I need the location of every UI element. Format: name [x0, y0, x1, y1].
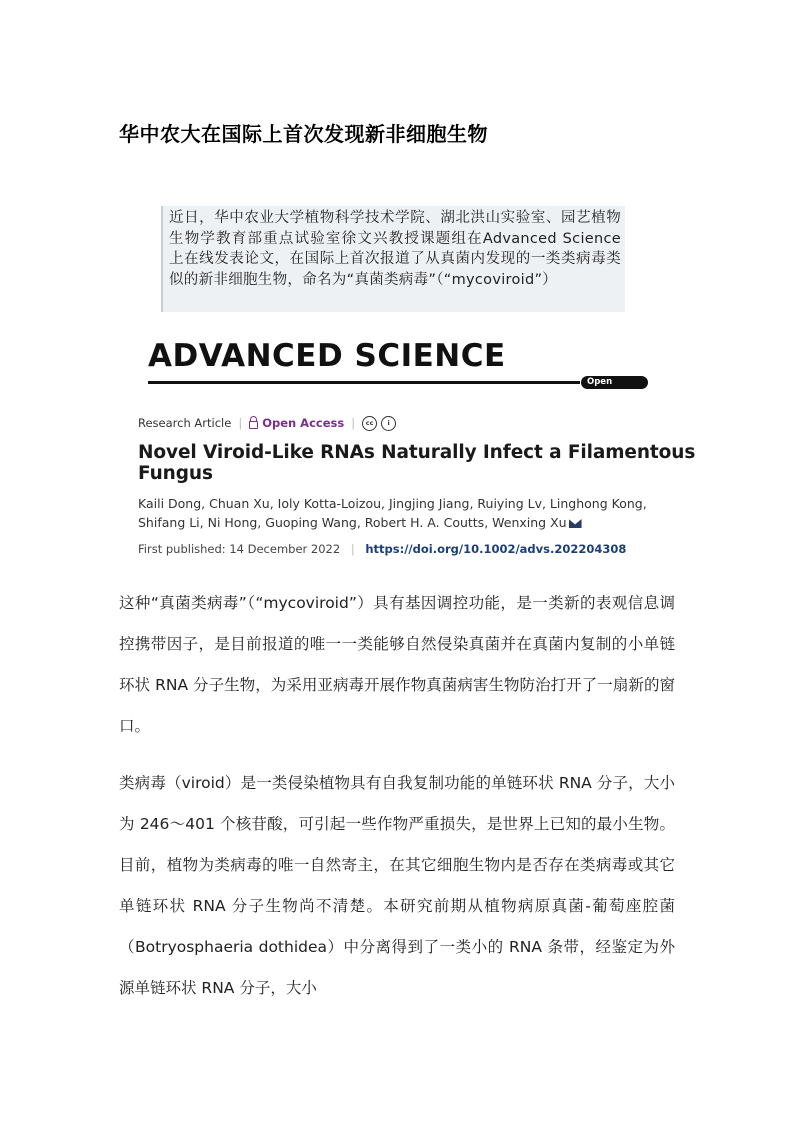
journal-banner	[148, 338, 648, 398]
meta-separator: |	[351, 416, 356, 430]
author-list	[138, 494, 658, 532]
published-date: 14 December 2022	[229, 542, 341, 556]
article-type: Research Article	[138, 416, 232, 430]
open-access-link[interactable]: Open Access	[262, 416, 345, 430]
attribution-icon[interactable]: i	[381, 416, 396, 431]
publication-info	[138, 542, 728, 556]
article-meta-row	[138, 414, 728, 432]
body-paragraph-2	[119, 763, 675, 1009]
published-label: First published:	[138, 542, 226, 556]
meta-separator: |	[350, 542, 355, 556]
doi-link[interactable]: https://doi.org/10.1002/advs.202204308	[365, 542, 627, 556]
open-lock-icon	[249, 421, 258, 429]
article-header	[138, 414, 728, 556]
article-title[interactable]: Novel Viroid-Like RNAs Naturally Infect a Filamentous Fungus	[138, 442, 696, 484]
page-title: 华中农大在国际上首次发现新非细胞生物	[119, 122, 488, 147]
author-names[interactable]: Kaili Dong, Chuan Xu, Ioly Kotta-Loizou, Jingjing Jiang, Ruiying Lv, Linghong Kong, Shifang Li, Ni Hong, Guoping Wang, Robert H. A. Coutts, Wenxing Xu	[138, 496, 647, 530]
paragraph-text: 类病毒（viroid）是一类侵染植物具有自我复制功能的单链环状 RNA 分子，大小为 246～401 个核苷酸，可引起一些作物严重损失，是世界上已知的最小生物。目前，植物为类病毒的唯一自然寄主，在其它细胞生物内是否存在类病毒或其它单链环状 RNA 分子生物尚不清楚。本研究前期从植物病原真菌-葡萄座腔菌（Botryosphaeria dothidea）中分离得到了一类小的 RNA 条带，经鉴定为外源单链环状 RNA 分子，大小	[119, 774, 675, 997]
email-icon[interactable]	[569, 519, 582, 528]
summary-quote-text: 近日，华中农业大学植物科学技术学院、湖北洪山实验室、园艺植物生物学教育部重点试验室徐文兴教授课题组在Advanced Science 上在线发表论文，在国际上首次报道了从真菌内发现的一类类病毒类似的新非细胞生物，命名为“真菌类病毒”（“mycoviroid”）	[169, 210, 621, 288]
body-paragraph-1	[119, 583, 675, 747]
open-access-badge: Open Access	[581, 376, 648, 389]
journal-logo: ADVANCED SCIENCE	[148, 338, 506, 374]
summary-quote-box	[161, 206, 625, 312]
meta-separator: |	[238, 416, 243, 430]
journal-logo-underline	[148, 381, 580, 384]
paragraph-text: 这种“真菌类病毒”（“mycoviroid”）具有基因调控功能，是一类新的表观信息调控携带因子，是目前报道的唯一一类能够自然侵染真菌并在真菌内复制的小单链环状 RNA 分子生物，为采用亚病毒开展作物真菌病害生物防治打开了一扇新的窗口。	[119, 594, 675, 735]
creative-commons-icon[interactable]: cc	[362, 416, 377, 431]
